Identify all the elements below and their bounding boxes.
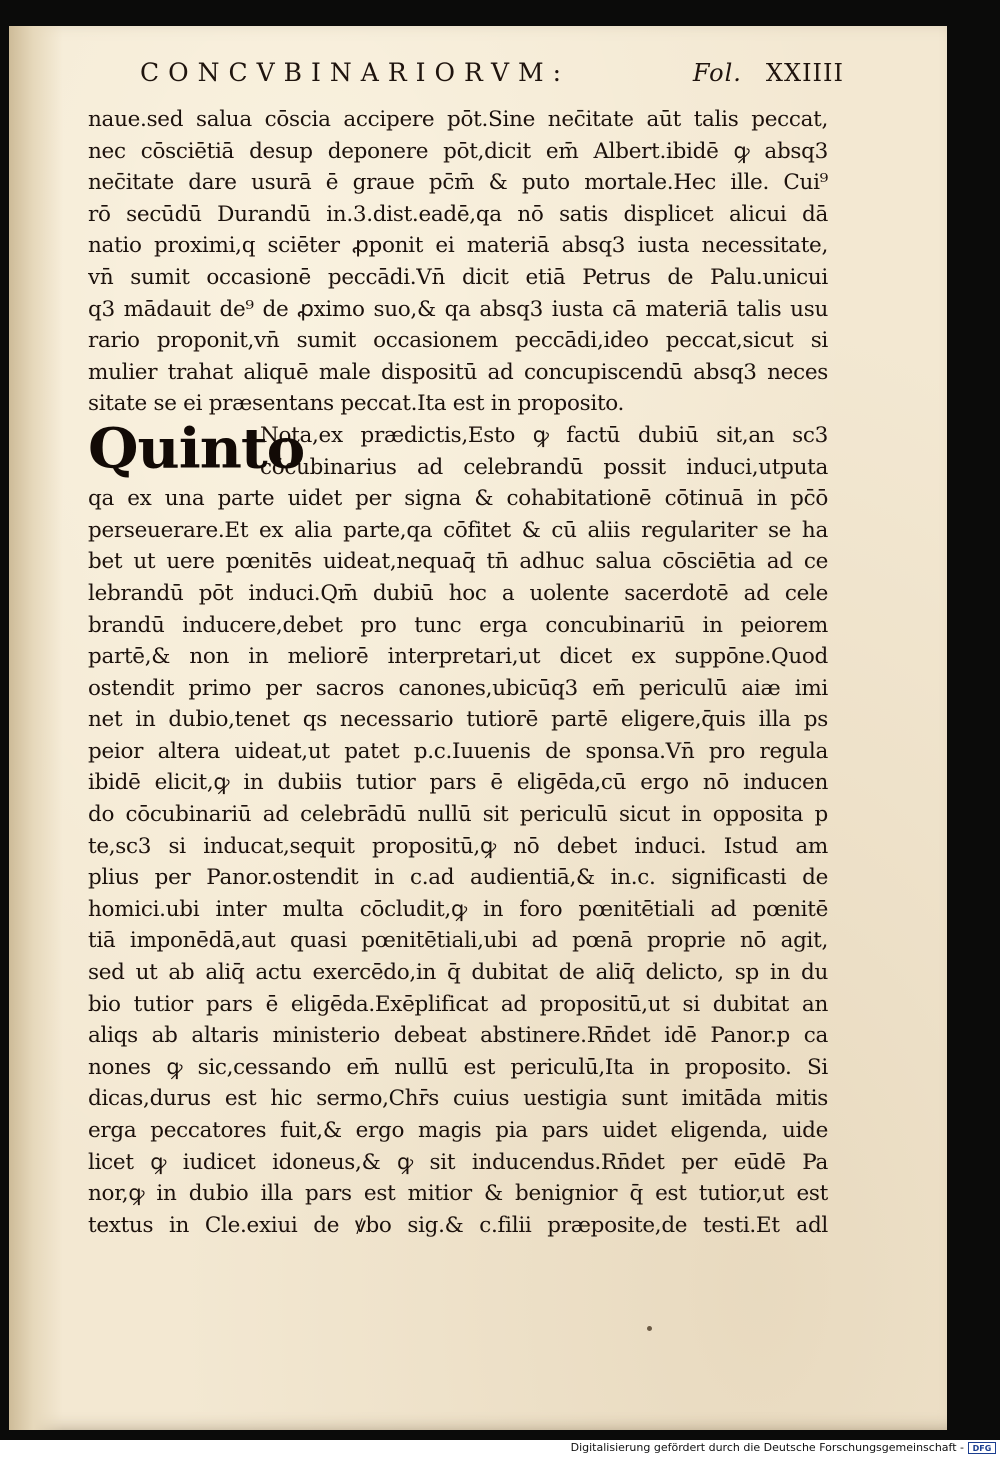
decorative-initial-word: Quinto [88, 416, 305, 481]
running-title: CONCVBINARIORVM: [140, 58, 571, 87]
text-line: natio proximi,q sciēter ꝓponit ei materiā absq3 iusta necessitate, [88, 233, 828, 259]
text-line: peior altera uideat,ut patet p.c.Iuuenis de sponsa.Vn̄ pro regula [88, 738, 828, 764]
text-line: aliqs ab altaris ministerio debeat abstinere.Rn̄det idē Panor.p ca [88, 1023, 828, 1049]
text-line: perseuerare.Et ex alia parte,qa cōfitet & cū aliis regulariter se ha [88, 517, 828, 543]
folio-label: Fol. [692, 59, 742, 87]
text-line: ibidē elicit,ꝙ in dubiis tutior pars ē eligēda,cū ergo nō inducen [88, 770, 828, 796]
initial-row [88, 416, 828, 483]
text-line: licet ꝙ iudicet idoneus,& ꝙ sit inducendus.Rn̄det per eūdē Pa [88, 1149, 828, 1175]
funding-notice: Digitalisierung gefördert durch die Deutsche Forschungsgemeinschaft - [570, 1441, 964, 1454]
text-line: dicas,durus est hic sermo,Chr̄s cuius uestigia sunt imitāda mitis [88, 1086, 828, 1112]
text-line: net in dubio,tenet qs necessario tutiorē partē eligere,q̄uis illa ps [88, 707, 828, 733]
text-line: plius per Panor.ostendit in c.ad audientiā,& in.c. significasti de [88, 865, 828, 891]
text-line: cōcubinarius ad celebrandū possit induci,utputa [260, 454, 828, 480]
text-line: mulier trahat aliquē male dispositū ad concupiscendū absq3 neces [88, 359, 828, 385]
text-line: sitate se ei præsentans peccat.Ita est in proposito. [88, 391, 625, 417]
text-line: bio tutior pars ē eligēda.Exēplificat ad propositū,ut si dubitat an [88, 991, 828, 1017]
text-line: qa ex una parte uidet per signa & cohabitationē cōtinuā in pc̄ō [88, 486, 828, 512]
text-line: q3 mādauit de⁹ de ꝓximo suo,& qa absq3 iusta cā materiā talis usu [88, 296, 828, 322]
text-line: naue.sed salua cōscia accipere pōt.Sine nec̄itate aūt talis peccat, [88, 107, 828, 132]
text-line: lebrandū pōt induci.Qm̄ dubiū hoc a uolente sacerdotē ad cele [88, 580, 828, 606]
text-line: nor,ꝙ in dubio illa pars est mitior & benignior q̄ est tutior,ut est [88, 1181, 828, 1207]
text-line: Nota,ex prædictis,Esto ꝙ factū dubiū sit,an sc3 [260, 422, 828, 448]
text-line: brandū inducere,debet pro tunc erga concubinariū in peiorem [88, 612, 828, 638]
folio [693, 59, 844, 87]
text-line: partē,& non in meliorē interpretari,ut dicet ex suppōne.Quod [88, 644, 828, 670]
initial-side-lines [260, 420, 828, 483]
paragraph-1 [88, 104, 828, 420]
folio-number: XXIIII [765, 59, 844, 87]
text-line: rario proponit,vn̄ sumit occasionem peccādi,ideo peccat,sicut si [88, 328, 828, 354]
main-text-block [88, 104, 828, 1241]
text-line: rō secūdū Durandū in.3.dist.eadē,qa nō satis displicet alicui dā [88, 201, 828, 227]
text-line: vn̄ sumit occasionē peccādi.Vn̄ dicit etiā Petrus de Palu.unicui [88, 264, 828, 290]
text-line: homici.ubi inter multa cōcludit,ꝙ in foro pœnitētiali ad pœnitē [88, 896, 828, 922]
text-line: ostendit primo per sacros canones,ubicūq3 em̄ periculū aiæ imi [88, 675, 828, 701]
text-line: nec cōsciētiā desup deponere pōt,dicit em̄ Albert.ibidē ꝙ absq3 [88, 138, 828, 164]
running-head [140, 58, 844, 98]
text-line: nec̄itate dare usurā ē graue pc̄m̄ & puto mortale.Hec ille. Cui⁹ [88, 170, 828, 196]
text-line: te,sc3 si inducat,sequit propositū,ꝙ nō debet induci. Istud am [88, 833, 828, 859]
text-line: do cōcubinariū ad celebrādū nullū sit periculū sicut in opposita p [88, 802, 828, 828]
text-line: tiā imponēdā,aut quasi pœnitētiali,ubi ad pœnā proprie nō agit, [88, 928, 828, 954]
text-line: sed ut ab aliq̄ actu exercēdo,in q̄ dubitat de aliq̄ delicto, sp in du [88, 960, 828, 986]
text-line: textus in Cle.exiui de ꝟbo sig.& c.filii præposite,de testi.Et adl [88, 1212, 828, 1238]
text-line: erga peccatores fuit,& ergo magis pia pars uidet eligenda, uide [88, 1118, 828, 1143]
paragraph-2 [88, 416, 828, 1241]
text-line: nones ꝙ sic,cessando em̄ nullū est periculū,Ita in proposito. Si [88, 1054, 828, 1080]
dfg-logo-icon: DFG [968, 1442, 996, 1454]
page-gutter-shadow [9, 26, 63, 1430]
text-line: bet ut uere pœnitēs uideat,nequaq̄ tn̄ adhuc salua cōsciētia ad ce [88, 549, 828, 575]
ink-dot [647, 1326, 652, 1331]
